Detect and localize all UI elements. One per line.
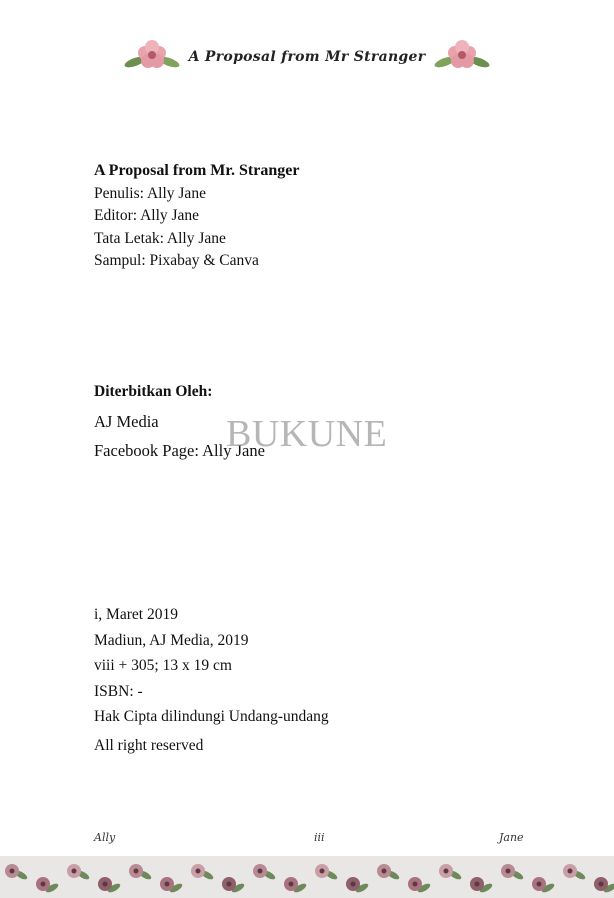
layout-line: Tata Letak: Ally Jane bbox=[94, 229, 226, 247]
rose-center-icon bbox=[568, 869, 573, 874]
rose-center-icon bbox=[134, 869, 139, 874]
publisher-name: AJ Media bbox=[94, 412, 159, 431]
running-header bbox=[0, 40, 614, 74]
book-title: A Proposal from Mr. Stranger bbox=[94, 162, 300, 179]
rose-center-icon bbox=[227, 882, 232, 887]
credits-block bbox=[94, 160, 299, 273]
rose-center-icon bbox=[413, 882, 418, 887]
rose-center-icon bbox=[103, 882, 108, 887]
rose-center-icon bbox=[537, 882, 542, 887]
editor-line: Editor: Ally Jane bbox=[94, 207, 200, 224]
rose-center-icon bbox=[351, 882, 356, 887]
cover-line: Sampul: Pixabay & Canva bbox=[94, 252, 259, 269]
facebook-page: Facebook Page: Ally Jane bbox=[94, 441, 265, 460]
rose-center-icon bbox=[289, 882, 294, 887]
floral-border-decoration bbox=[0, 856, 614, 898]
rose-center-icon bbox=[41, 882, 46, 887]
rose-center-icon bbox=[196, 869, 201, 874]
pink-flower-icon bbox=[433, 40, 491, 74]
rose-center-icon bbox=[72, 869, 77, 874]
header-title: A Proposal from Mr Stranger bbox=[188, 49, 426, 65]
rose-center-icon bbox=[599, 882, 604, 887]
place-line: Madiun, AJ Media, 2019 bbox=[94, 631, 249, 649]
rose-center-icon bbox=[506, 869, 511, 874]
rose-center-icon bbox=[10, 869, 15, 874]
rose-center-icon bbox=[165, 882, 170, 887]
rose-center-icon bbox=[382, 869, 387, 874]
footer-right: Jane bbox=[499, 831, 524, 844]
footer-left: Ally bbox=[94, 831, 116, 844]
rose-center-icon bbox=[475, 882, 480, 887]
rights-line: All right reserved bbox=[94, 737, 204, 754]
pages-line: viii + 305; 13 x 19 cm bbox=[94, 657, 232, 674]
imprint-block bbox=[94, 602, 329, 730]
page-number: iii bbox=[314, 831, 325, 844]
watermark: BUKUNE bbox=[226, 413, 388, 455]
author-line: Penulis: Ally Jane bbox=[94, 184, 206, 202]
pink-flower-icon bbox=[123, 40, 181, 74]
rose-center-icon bbox=[444, 869, 449, 874]
rose-center-icon bbox=[258, 869, 263, 874]
publisher-heading: Diterbitkan Oleh: bbox=[94, 383, 213, 400]
edition-line: i, Maret 2019 bbox=[94, 606, 178, 623]
copyright-line: Hak Cipta dilindungi Undang-undang bbox=[94, 708, 329, 725]
rose-center-icon bbox=[320, 869, 325, 874]
isbn-line: ISBN: - bbox=[94, 682, 143, 700]
